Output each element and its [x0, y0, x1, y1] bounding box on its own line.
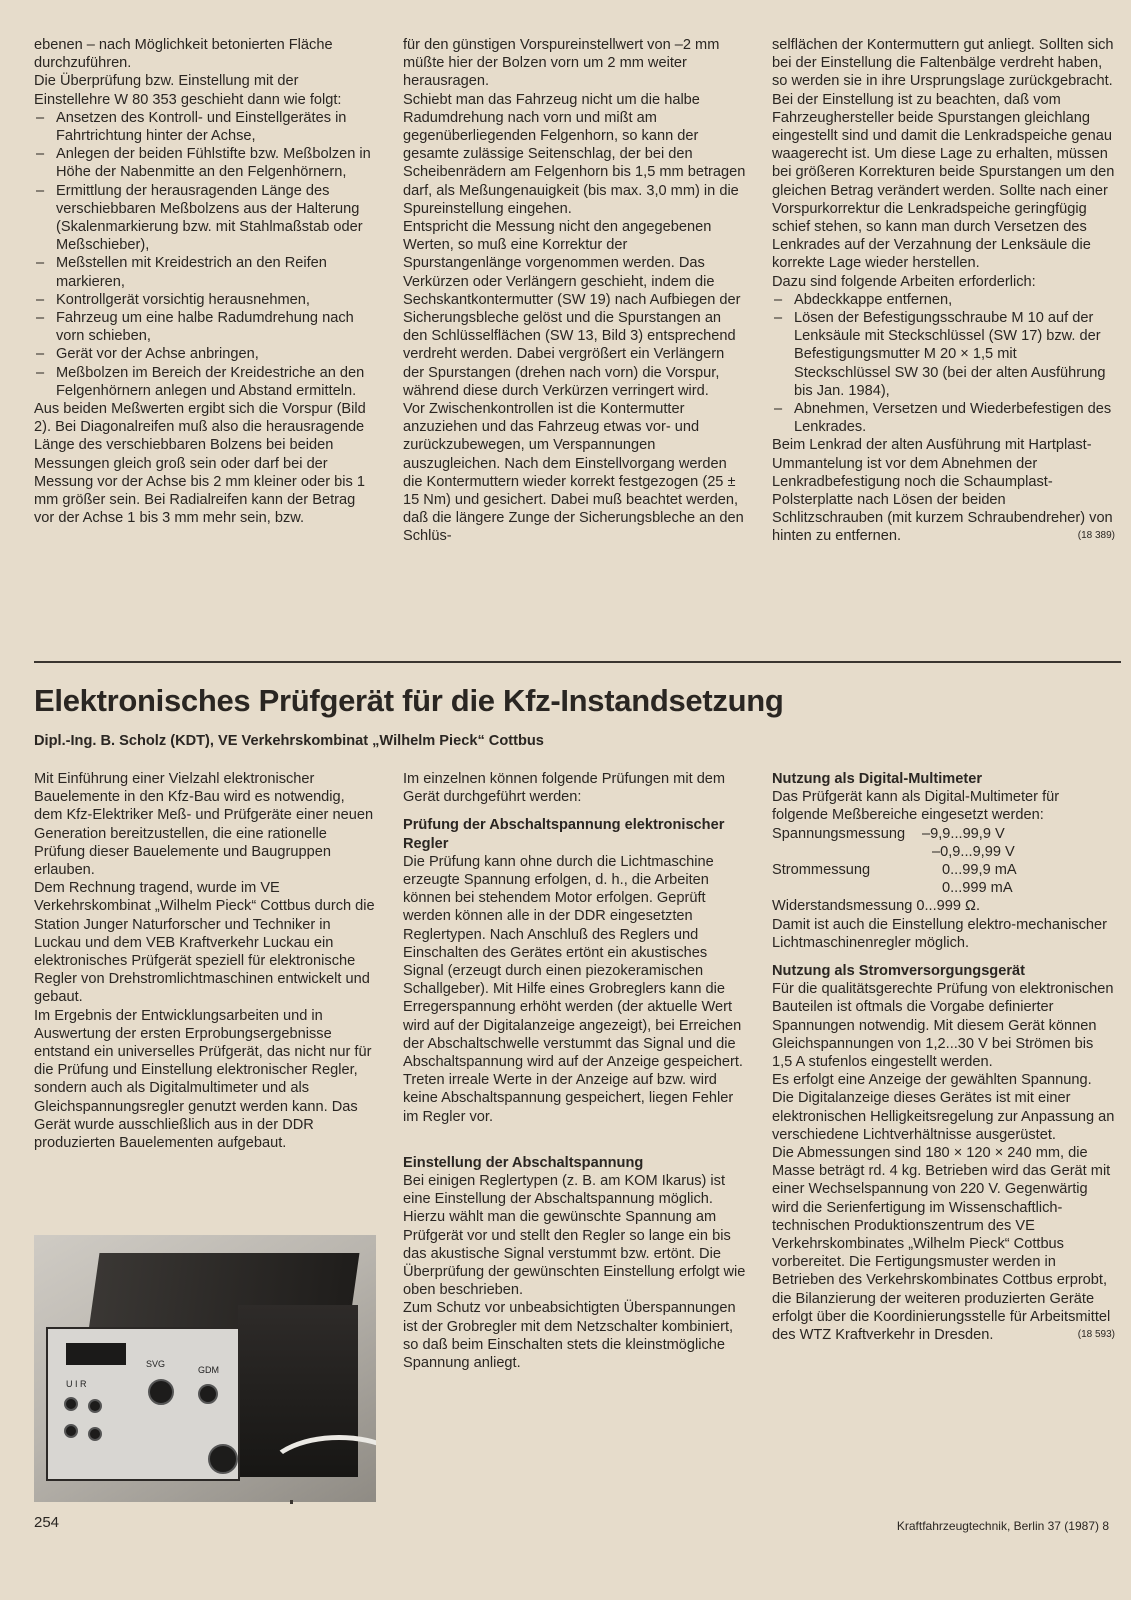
- knob-icon: [148, 1379, 174, 1405]
- article-column-2: [403, 770, 746, 1372]
- paragraph: ebenen – nach Möglichkeit betonierten Fläche durchzuführen.: [34, 37, 333, 72]
- paragraph: Das Prüfgerät kann als Digital-Multimeter für folgende Meßbereiche eingesetzt werden:: [772, 789, 1060, 824]
- knob-icon: [64, 1397, 78, 1411]
- top-column-3: [772, 36, 1115, 546]
- list-item: – Ansetzen des Kontroll- und Einstellgerätes in Fahrtrichtung hinter der Achse,: [34, 109, 377, 145]
- paragraph: [772, 1144, 1115, 1344]
- page-number: 254: [34, 1514, 60, 1531]
- section-heading: Nutzung als Digital-Multimeter: [772, 771, 982, 787]
- section-divider: [34, 661, 1121, 663]
- paragraph: Im Ergebnis der Entwicklungsarbeiten und in Auswertung der ersten Erprobungsergebnisse entstand ein universelles Prüfgerät, das nicht nur für die Prüfung und Einstellung elektronischer Regler, sondern auch als Digitalmultimeter und als Gleichspannungsregler genutzt werden kann. Das Gerät wurde ausschließlich aus in der DDR produzierten Bauelementen aufgebaut.: [34, 1007, 372, 1152]
- range-row: [772, 879, 1115, 897]
- panel-label: GDM: [198, 1365, 219, 1375]
- paragraph: Es erfolgt eine Anzeige der gewählten Spannung.: [772, 1072, 1092, 1089]
- article-column-3: [772, 770, 1115, 1344]
- knob-icon: [198, 1384, 218, 1404]
- paragraph: selflächen der Kontermuttern gut anliegt. Sollten sich bei der Einstellung die Faltenbälge verdreht haben, so werden sie in ihre Ursprungslage zurückgebracht.: [772, 37, 1114, 90]
- article-column-1: [34, 770, 377, 1152]
- range-row: [772, 861, 1115, 879]
- list-item: – Abnehmen, Versetzen und Wiederbefestigen des Lenkrades.: [772, 400, 1115, 436]
- range-value: 0...999 mA: [942, 880, 1013, 897]
- article-byline: Dipl.-Ing. B. Scholz (KDT), VE Verkehrskombinat „Wilhelm Pieck“ Cottbus: [34, 733, 544, 749]
- range-label: [772, 843, 932, 861]
- paragraph: Zum Schutz vor unbeabsichtigten Überspannungen ist der Grobregler mit dem Netzschalter kombiniert, so daß beim Einschalten stets die kleinstmögliche Spannung anliegt.: [403, 1300, 736, 1372]
- knob-icon: [208, 1444, 238, 1474]
- paragraph: Schiebt man das Fahrzeug nicht um die halbe Radumdrehung nach vorn und mißt am gegenüberliegenden Felgenhorn, so kann der gesamte zulässige Seitenschlag, der bei den Scheibenrädern am Felgenhorn bis 1,5 mm betragen darf, als Meßungenauigkeit (bis max. 3,0 mm) in die Spureinstellung eingehen.: [403, 91, 746, 217]
- section-heading: Nutzung als Stromversorgungsgerät: [772, 963, 1025, 980]
- paragraph: Widerstandsmessung 0...999 Ω.: [772, 898, 981, 915]
- list-item: – Fahrzeug um eine halbe Radumdrehung nach vorn schieben,: [34, 309, 377, 345]
- list-item: – Meßbolzen im Bereich der Kreidestriche an den Felgenhörnern anlegen und Abstand ermitteln.: [34, 364, 377, 400]
- list-item: – Anlegen der beiden Fühlstifte bzw. Meßbolzen in Höhe der Nabenmitte an den Felgenhörnern,: [34, 145, 377, 181]
- paragraph: Die Digitalanzeige dieses Gerätes ist mit einer elektronischen Helligkeitsregelung zur Anpassung an verschiedene Lichtverhältnisse ausgerüstet.: [772, 1090, 1115, 1143]
- top-column-1: [34, 36, 377, 527]
- paragraph: [772, 436, 1115, 545]
- range-label: Spannungsmessung: [772, 825, 906, 842]
- article-title: Elektronisches Prüfgerät für die Kfz-Instandsetzung: [34, 683, 784, 718]
- range-value: 0...99,9 mA: [942, 862, 1017, 879]
- panel-label: SVG: [146, 1359, 166, 1369]
- paragraph: Dazu sind folgende Arbeiten erforderlich:: [772, 273, 1036, 290]
- paragraph-text: Beim Lenkrad der alten Ausführung mit Hartplast-Ummantelung ist vor dem Abnehmen der Lenkradbefestigung noch die Schaumplast-Polsterplatte nach Lösen der beiden Schlitzschrauben (mit kurzem Schraubendreher) von hinten zu entfernen.: [772, 437, 1113, 545]
- section-heading: Prüfung der Abschaltspannung elektronischer Regler: [403, 817, 725, 852]
- range-label: Strommessung: [772, 862, 871, 879]
- paragraph: Mit Einführung einer Vielzahl elektronischer Bauelemente in den Kfz-Bau wird es notwendig, dem Kfz-Elektriker Meß- und Prüfgeräte einer neuen Generation bereitzustellen, die eine rationelle Prüfung dieser Bauelemente und Baugruppen erlauben.: [34, 771, 374, 879]
- range-label: [772, 879, 942, 897]
- procedure-list: [34, 109, 377, 400]
- list-item: – Gerät vor der Achse anbringen,: [34, 345, 377, 363]
- paragraph: Die Überprüfung bzw. Einstellung mit der Einstellehre W 80 353 geschieht dann wie folgt:: [34, 73, 342, 108]
- paragraph: Bei der Einstellung ist zu beachten, daß vom Fahrzeughersteller beide Spurstangen gleichlang eingestellt sind und damit die Lenkradspeiche genau waagerecht ist. Um diese Lage zu erhalten, müssen bei größeren Korrekturen beide Spurstangen um den gleichen Betrag verändert werden. Sollte nach einer Vorspurkorrektur die Lenkradspeiche geringfügig schief stehen, so kann man durch Versetzen des Lenkrades auf der Verzahnung der Lenksäule die korrekte Lage wieder herstellen.: [772, 91, 1115, 272]
- digital-display: [66, 1343, 126, 1365]
- reference-number: (18 593): [1077, 1329, 1115, 1341]
- section-heading: Einstellung der Abschaltspannung: [403, 1154, 644, 1171]
- paragraph: Aus beiden Meßwerten ergibt sich die Vorspur (Bild 2). Bei Diagonalreifen muß also die herausragende Länge des verschiebbaren Bolzens bei beiden Messungen gleich groß sein oder darf bei der Messung vor der Achse bis 2 mm kleiner oder bis 1 mm größer sein. Bei Radialreifen kann der Betrag vor der Achse 1 bis 3 mm mehr sein, bzw.: [34, 401, 366, 527]
- paragraph: Die Prüfung kann ohne durch die Lichtmaschine erzeugte Spannung erfolgen, d. h., die Arbeiten können bei stehendem Motor erfolgen. Geprüft werden können alle in der DDR eingesetzten Reglertypen. Nach Anschluß des Reglers und Einschalten des Gerätes ertönt ein akustisches Signal (erzeugt durch einen piezokeramischen Schallgeber). Mit Hilfe eines Grobreglers kann die Erregerspannung erhöht werden (der aktuelle Wert wird auf der Digitalanzeige angezeigt), bei Erreichen der Abschaltschwelle verstummt das Signal und die Abschaltspannung wird auf der Anzeige gespeichert. Treten irreale Werte in der Anzeige auf bzw. wird keine Abschaltspannung gespeichert, liegen Fehler im Regler vor.: [403, 853, 743, 1125]
- list-item: – Abdeckkappe entfernen,: [772, 291, 1115, 309]
- range-value: –9,9...99,9 V: [922, 825, 1005, 842]
- journal-citation: Kraftfahrzeugtechnik, Berlin 37 (1987) 8: [896, 1519, 1109, 1533]
- paragraph: Für die qualitätsgerechte Prüfung von elektronischen Bauteilen ist oftmals die Vorgabe definierter Spannungen notwendig. Mit diesem Gerät können Gleichspannungen von 1,2...30 V bei Strömen bis 1,5 A stufenlos eingestellt werden.: [772, 981, 1114, 1071]
- device-photo: [34, 1235, 376, 1502]
- list-item: – Lösen der Befestigungsschraube M 10 auf der Lenksäule mit Steckschlüssel (SW 17) bzw. der Befestigungsmutter M 20 × 1,5 mit Steckschlüssel SW 30 (bei der alten Ausführung bis Jan. 1984),: [772, 309, 1115, 400]
- paragraph: Bei einigen Reglertypen (z. B. am KOM Ikarus) ist eine Einstellung der Abschaltspannung möglich. Hierzu wählt man die gewünschte Spannung am Prüfgerät vor und stellt den Regler so lange ein bis das akustische Signal verstummt bzw. ertönt. Die Überprüfung der gewünschten Einstellung erfolgt wie oben beschrieben.: [403, 1173, 746, 1299]
- print-mark: [290, 1500, 293, 1504]
- range-table: [772, 825, 1115, 898]
- paragraph: Vor Zwischenkontrollen ist die Kontermutter anzuziehen und das Fahrzeug etwas vor- und zurückzubewegen, um Verspannungen auszugleichen. Nach dem Einstellvorgang werden die Kontermuttern wieder korrekt festgezogen (25 ± 15 Nm) und gesichert. Dabei muß beachtet werden, daß die längere Zunge der Sicherungsbleche an den Schlüs-: [403, 401, 744, 545]
- panel-label: U I R: [66, 1379, 87, 1389]
- paragraph: Im einzelnen können folgende Prüfungen mit dem Gerät durchgeführt werden:: [403, 771, 726, 806]
- paragraph: Damit ist auch die Einstellung elektro-mechanischer Lichtmaschinenregler möglich.: [772, 916, 1108, 951]
- reference-number: (18 389): [1077, 530, 1115, 542]
- paragraph: Entspricht die Messung nicht den angegebenen Werten, so muß eine Korrektur der Spurstangenlänge vorgenommen werden. Das Verkürzen oder Verlängern geschieht, indem die Sechskantkontermutter (SW 19) nach Aufbiegen der Sicherungsbleche gelöst und die Spurstangen an den Schlüsselflächen (SW 13, Bild 3) entsprechend verdreht werden. Dabei vergrößert ein Verlängern der Spurstangen (drehen nach vorn) die Vorspur, während diese durch Verkürzen verringert wird.: [403, 219, 741, 399]
- paragraph: Dem Rechnung tragend, wurde im VE Verkehrskombinat „Wilhelm Pieck“ Cottbus durch die Station Junger Naturforscher und Techniker in Luckau und dem VEB Kraftverkehr Luckau ein elektronisches Prüfgerät speziell für elektronische Regler von Drehstromlichtmaschinen entwickelt und gebaut.: [34, 880, 375, 1006]
- list-item: – Ermittlung der herausragenden Länge des verschiebbaren Meßbolzens aus der Halterung (Skalenmarkierung bzw. mit Stahlmaßstab oder Meßschieber),: [34, 182, 377, 255]
- range-row: [772, 843, 1115, 861]
- list-item: – Meßstellen mit Kreidestrich an den Reifen markieren,: [34, 254, 377, 290]
- paragraph: für den günstigen Vorspureinstellwert von –2 mm müßte hier der Bolzen vorn um 2 mm weiter herausragen.: [403, 37, 720, 90]
- knob-icon: [64, 1424, 78, 1438]
- knob-icon: [88, 1399, 102, 1413]
- paragraph-text: Die Abmessungen sind 180 × 120 × 240 mm, die Masse beträgt rd. 4 kg. Betrieben wird das Gerät mit einer Wechselspannung von 220 V. Gegenwärtig wird die Serienfertigung im Wissenschaftlich-technischen Produktionszentrum des VE Verkehrskombinates „Wilhelm Pieck“ Cottbus vorbereitet. Die Fertigungsmuster werden in Betrieben des Verkehrskombinates Cottbus erprobt, die Bilanzierung der weiteren produzierten Geräte erfolgt über die Koordinierungsstelle für Arbeitsmittel des WTZ Kraftverkehr in Dresden.: [772, 1145, 1111, 1344]
- range-row: [772, 825, 1115, 843]
- procedure-list: [772, 291, 1115, 437]
- range-value: –0,9...9,99 V: [932, 843, 1015, 860]
- list-item: – Kontrollgerät vorsichtig herausnehmen,: [34, 291, 377, 309]
- device-front-panel: [46, 1327, 240, 1481]
- knob-icon: [88, 1427, 102, 1441]
- top-column-2: [403, 36, 746, 546]
